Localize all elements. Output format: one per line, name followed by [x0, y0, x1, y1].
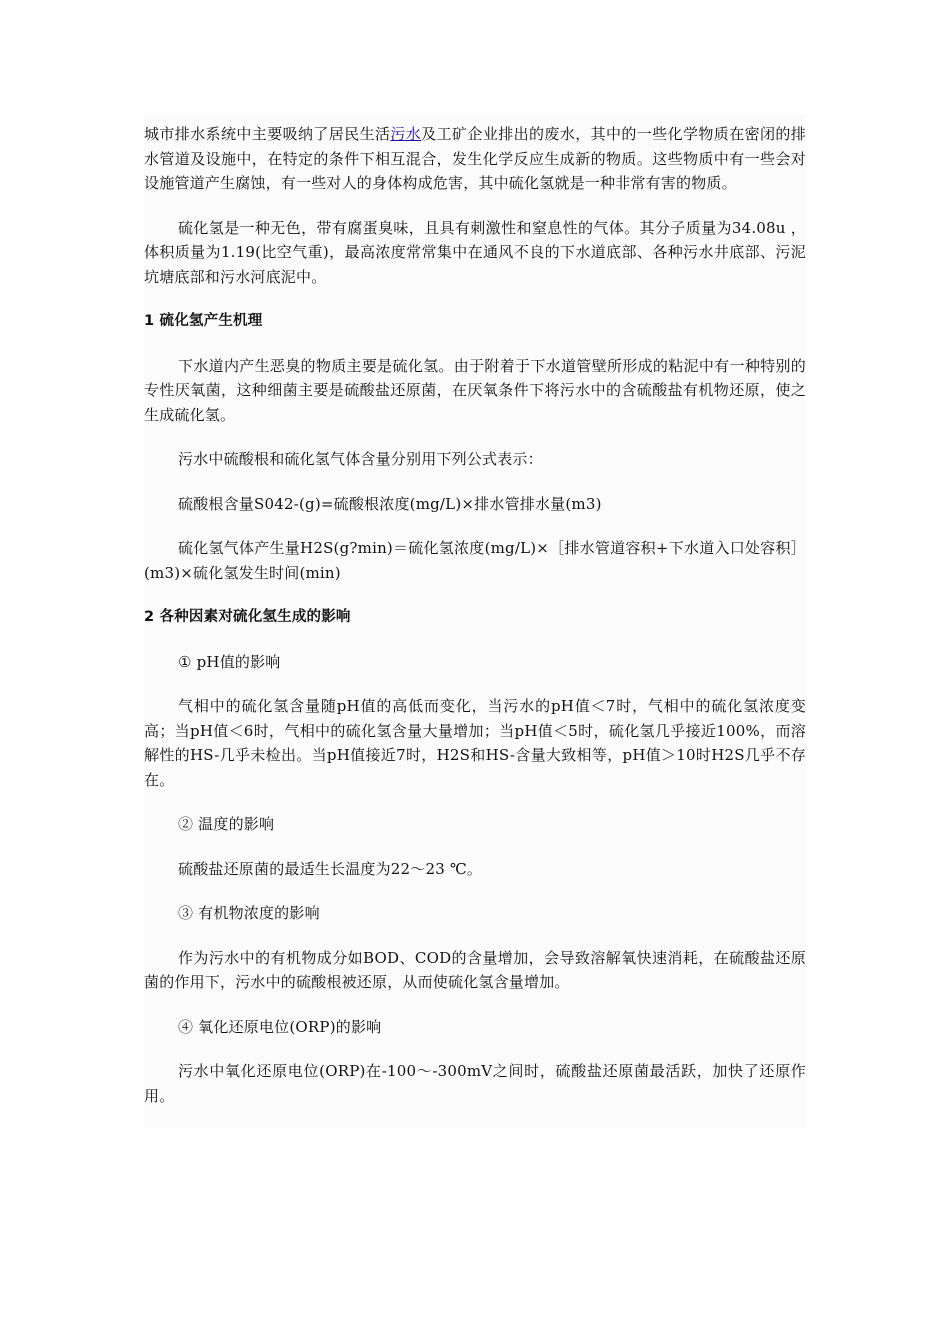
formula-h2s: 硫化氢气体产生量H2S(g?min)＝硫化氢浓度(mg/L)×［排水管道容积+下水道入口处容积］(m3)×硫化氢发生时间(min) [144, 539, 806, 582]
section-heading-1: 1 硫化氢产生机理 [144, 313, 263, 329]
subheading-temperature: ② 温度的影响 [178, 815, 275, 833]
paragraph-organic: 作为污水中的有机物成分如BOD、COD的含量增加，会导致溶解氧快速消耗，在硫酸盐还原菌的作用下，污水中的硫酸根被还原，从而使硫化氢含量增加。 [144, 948, 806, 991]
article-body [144, 114, 806, 1128]
paragraph-orp: 污水中氧化还原电位(ORP)在-100～-300mV之间时，硫酸盐还原菌最活跃，加快了还原作用。 [144, 1062, 806, 1105]
paragraph-ph: 气相中的硫化氢含量随pH值的高低而变化，当污水的pH值＜7时，气相中的硫化氢浓度变高；当pH值＜6时，气相中的硫化氢含量大量增加；当pH值＜5时，硫化氢几乎接近100%，而溶解性的HS-几乎未检出。当pH值接近7时，H2S和HS-含量大致相等，pH值＞10时H2S几乎不存在。 [144, 697, 806, 789]
intro-text-start: 城市排水系统中主要吸纳了居民生活 [144, 125, 391, 143]
paragraph-formula-intro: 污水中硫酸根和硫化氢气体含量分别用下列公式表示： [178, 450, 543, 468]
wastewater-link[interactable]: 污水 [390, 125, 422, 143]
intro-text-end: 及工矿企业排出的废水，其中的一些化学物质在密闭的排水管道及设施中，在特定的条件下相互混合，发生化学反应生成新的物质。这些物质中有一些会对设施管道产生腐蚀，有一些对人的身体构成危害，其中硫化氢就是一种非常有害的物质。 [144, 125, 807, 192]
formula-sulfate: 硫酸根含量S042-(g)=硫酸根浓度(mg/L)×排水管排水量(m3) [178, 494, 602, 513]
subheading-ph: ① pH值的影响 [178, 652, 281, 671]
subheading-orp: ④ 氧化还原电位(ORP)的影响 [178, 1017, 382, 1036]
subheading-organic: ③ 有机物浓度的影响 [178, 904, 320, 922]
paragraph-mechanism: 下水道内产生恶臭的物质主要是硫化氢。由于附着于下水道管壁所形成的粘泥中有一种特别的专性厌氧菌，这种细菌主要是硫酸盐还原菌，在厌氧条件下将污水中的含硫酸盐有机物还原，使之生成硫化氢。 [144, 356, 806, 424]
section-heading-2: 2 各种因素对硫化氢生成的影响 [144, 609, 351, 625]
paragraph-temperature: 硫酸盐还原菌的最适生长温度为22～23 ℃。 [178, 859, 483, 878]
paragraph-intro [144, 122, 806, 196]
paragraph-h2s-properties: 硫化氢是一种无色，带有腐蛋臭味，且具有刺激性和窒息性的气体。其分子质量为34.08u ，体积质量为1.19(比空气重)，最高浓度常常集中在通风不良的下水道底部、各种污水井底部、污泥坑塘底部和污水河底泥中。 [144, 218, 806, 286]
